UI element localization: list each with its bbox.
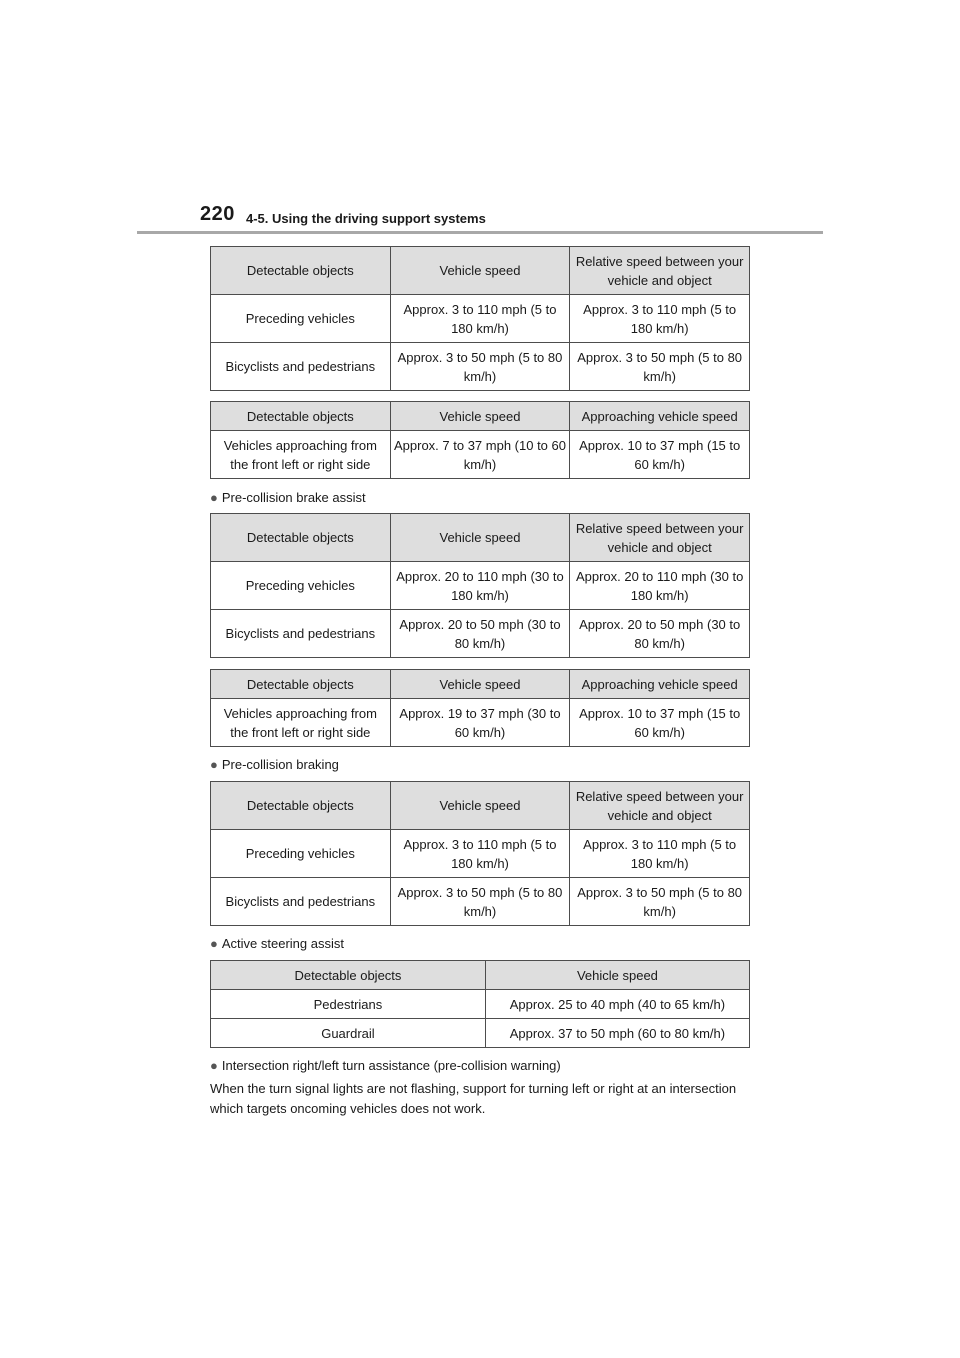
column-header: Detectable objects — [211, 782, 391, 830]
table-cell: Approx. 3 to 50 mph (5 to 80 km/h) — [390, 878, 570, 926]
table-row — [211, 343, 750, 391]
table-row — [211, 1019, 750, 1048]
table-row — [211, 699, 750, 747]
column-header: Vehicle speed — [390, 514, 570, 562]
column-header: Approaching vehicle speed — [570, 670, 750, 699]
table-cell: Vehicles approaching from the front left or right side — [211, 431, 391, 479]
table-row — [211, 878, 750, 926]
table-steering-assist — [210, 960, 750, 1048]
body-paragraph: When the turn signal lights are not flashing, support for turning left or right at an intersection which targets oncoming vehicles does not work. — [210, 1081, 737, 1116]
bullet-icon: ● — [210, 936, 218, 951]
table-cell: Bicyclists and pedestrians — [211, 343, 391, 391]
table-cell: Approx. 3 to 50 mph (5 to 80 km/h) — [570, 343, 750, 391]
column-header: Detectable objects — [211, 247, 391, 295]
table-cell: Approx. 7 to 37 mph (10 to 60 km/h) — [390, 431, 570, 479]
bullet-text: Intersection right/left turn assistance (pre-collision warning) — [221, 1058, 561, 1073]
table-cell: Approx. 20 to 110 mph (30 to 180 km/h) — [570, 562, 750, 610]
table-cell: Approx. 3 to 50 mph (5 to 80 km/h) — [570, 878, 750, 926]
column-header: Relative speed between your vehicle and object — [570, 514, 750, 562]
table-braking-relative — [210, 781, 750, 926]
bullet-icon: ● — [210, 490, 218, 505]
table-cell: Approx. 3 to 110 mph (5 to 180 km/h) — [570, 295, 750, 343]
table-brake-assist-relative — [210, 513, 750, 658]
table-brake-assist-approaching — [210, 669, 750, 747]
column-header: Detectable objects — [211, 961, 486, 990]
bullet-icon: ● — [210, 1058, 218, 1073]
table-row — [211, 562, 750, 610]
table-cell: Guardrail — [211, 1019, 486, 1048]
bullet-icon: ● — [210, 757, 218, 772]
table-cell: Approx. 37 to 50 mph (60 to 80 km/h) — [485, 1019, 749, 1048]
table-cell: Preceding vehicles — [211, 830, 391, 878]
page-number: 220 — [200, 203, 235, 225]
column-header: Detectable objects — [211, 402, 391, 431]
table-row — [211, 610, 750, 658]
bullet-text: Pre-collision braking — [221, 757, 339, 772]
table-cell: Approx. 3 to 110 mph (5 to 180 km/h) — [390, 295, 570, 343]
table-cell: Vehicles approaching from the front left or right side — [211, 699, 391, 747]
table-collision-warning-approaching — [210, 401, 750, 479]
bullet-text: Active steering assist — [221, 936, 344, 951]
table-cell: Bicyclists and pedestrians — [211, 610, 391, 658]
table-row — [211, 990, 750, 1019]
table-cell: Approx. 10 to 37 mph (15 to 60 km/h) — [570, 699, 750, 747]
column-header: Vehicle speed — [390, 402, 570, 431]
table-row — [211, 295, 750, 343]
column-header: Detectable objects — [211, 670, 391, 699]
table-cell: Approx. 10 to 37 mph (15 to 60 km/h) — [570, 431, 750, 479]
table-cell: Approx. 25 to 40 mph (40 to 65 km/h) — [485, 990, 749, 1019]
bullet-braking — [210, 756, 339, 774]
table-cell: Pedestrians — [211, 990, 486, 1019]
table-cell: Approx. 3 to 50 mph (5 to 80 km/h) — [390, 343, 570, 391]
bullet-brake-assist — [210, 489, 366, 507]
column-header: Relative speed between your vehicle and object — [570, 247, 750, 295]
table-row — [211, 431, 750, 479]
section-title: 4-5. Using the driving support systems — [246, 211, 486, 226]
bullet-intersection — [210, 1057, 561, 1075]
table-cell: Approx. 20 to 50 mph (30 to 80 km/h) — [390, 610, 570, 658]
bullet-steering-assist — [210, 935, 344, 953]
table-collision-warning-relative — [210, 246, 750, 391]
table-cell: Approx. 20 to 50 mph (30 to 80 km/h) — [570, 610, 750, 658]
bullet-text: Pre-collision brake assist — [221, 490, 366, 505]
column-header: Vehicle speed — [485, 961, 749, 990]
table-cell: Approx. 3 to 110 mph (5 to 180 km/h) — [390, 830, 570, 878]
table-cell: Approx. 19 to 37 mph (30 to 60 km/h) — [390, 699, 570, 747]
table-cell: Preceding vehicles — [211, 562, 391, 610]
column-header: Vehicle speed — [390, 782, 570, 830]
column-header: Detectable objects — [211, 514, 391, 562]
table-cell: Approx. 3 to 110 mph (5 to 180 km/h) — [570, 830, 750, 878]
table-row — [211, 830, 750, 878]
column-header: Approaching vehicle speed — [570, 402, 750, 431]
table-cell: Preceding vehicles — [211, 295, 391, 343]
table-cell: Approx. 20 to 110 mph (30 to 180 km/h) — [390, 562, 570, 610]
header-rule — [137, 231, 823, 234]
column-header: Relative speed between your vehicle and object — [570, 782, 750, 830]
column-header: Vehicle speed — [390, 670, 570, 699]
column-header: Vehicle speed — [390, 247, 570, 295]
table-cell: Bicyclists and pedestrians — [211, 878, 391, 926]
